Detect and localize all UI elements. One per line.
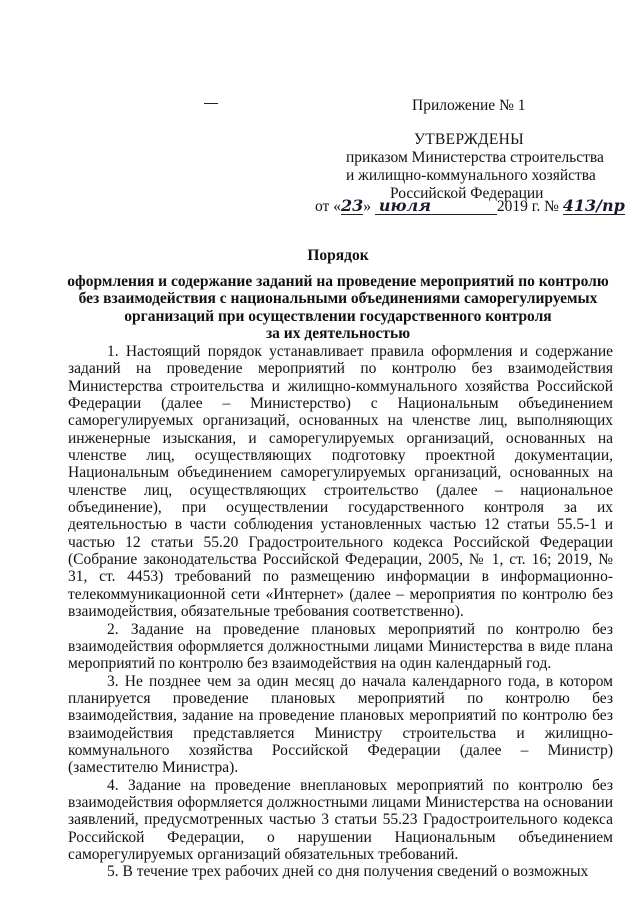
title-line-3: без взаимодействия с национальными объединениями саморегулируемых xyxy=(78,290,598,308)
paragraph-3: 3. Не позднее чем за один месяц до начала календарного года, в котором планируется проведение плановых мероприятий по контролю без взаимодействия, задание на проведение плановых мероприятий по контролю без взаимодействия представляется Министру строительства и жилищно-коммунального хозяйства Российской Федерации (далее – Министр) (заместителю Министра). xyxy=(68,672,613,777)
handwritten-day: 23 xyxy=(340,196,364,215)
top-dash-mark xyxy=(204,103,218,104)
title-line-5: за их деятельностью xyxy=(265,324,411,342)
handwritten-order-number: 413/пр xyxy=(562,196,625,215)
order-date-line xyxy=(315,198,625,220)
document-title xyxy=(60,247,616,342)
date-prefix: от « xyxy=(315,198,341,215)
paragraph-1: 1. Настоящий порядок устанавливает правила оформления и содержание заданий на проведение мероприятий по контролю без взаимодействия Министерства строительства и жилищно-коммунального хозяйства Российской Федерации (далее – Министерство) с Национальным объединением саморегулируемых организаций, основанных на членстве лиц, выполняющих инженерные изыскания, и саморегулируемых организаций, основанных на членстве лиц, осуществляющих подготовку проектной документации, Национальным объединением саморегулируемых организаций, основанных на членстве лиц, осуществляющих строительство (далее – национальное объединение), при осуществлении государственного контроля за их деятельностью в части соблюдения установленных частью 12 статьи 55.5-1 и частью 12 статьи 55.20 Градостроительного кодекса Российской Федерации (Собрание законодательства Российской Федерации, 2005, № 1, ст. 16; 2019, № 31, ст. 4453) требований по размещению информации в информационно-телекоммуникационной сети «Интернет» (далее – мероприятия по контролю без взаимодействия, обязательные требования соответственно). xyxy=(68,343,613,621)
paragraph-5: 5. В течение трех рабочих дней со дня получения сведений о возможных xyxy=(107,863,589,881)
date-year: 2019 г. № xyxy=(496,198,563,215)
document-body xyxy=(68,343,613,881)
handwritten-month: июля xyxy=(375,198,497,215)
paragraph-2: 2. Задание на проведение плановых мероприятий по контролю без взаимодействия оформляется должностными лицами Министерства в виде плана мероприятий по контролю без взаимодействия на один календарный год. xyxy=(68,620,613,673)
order-line-2: и жилищно-коммунального хозяйства xyxy=(346,167,596,184)
title-line-2: оформления и содержание заданий на проведение мероприятий по контролю xyxy=(67,273,609,291)
title-line-1: Порядок xyxy=(307,247,369,264)
title-line-4: организаций при осуществлении государственного контроля xyxy=(124,307,552,325)
paragraph-4: 4. Задание на проведение внеплановых мероприятий по контролю без взаимодействия оформляется должностными лицами Министерства на основании заявлений, предусмотренных частью 3 статьи 55.23 Градостроительного кодекса Российской Федерации, о нарушении Национальным объединением саморегулируемых организаций обязательных требований. xyxy=(68,776,613,863)
approved-label: УТВЕРЖДЕНЫ xyxy=(414,131,524,148)
order-line-3: Российской Федерации xyxy=(390,185,544,202)
order-line-1: приказом Министерства строительства xyxy=(346,149,604,166)
date-mid: » xyxy=(363,198,375,215)
appendix-label: Приложение № 1 xyxy=(412,97,526,114)
